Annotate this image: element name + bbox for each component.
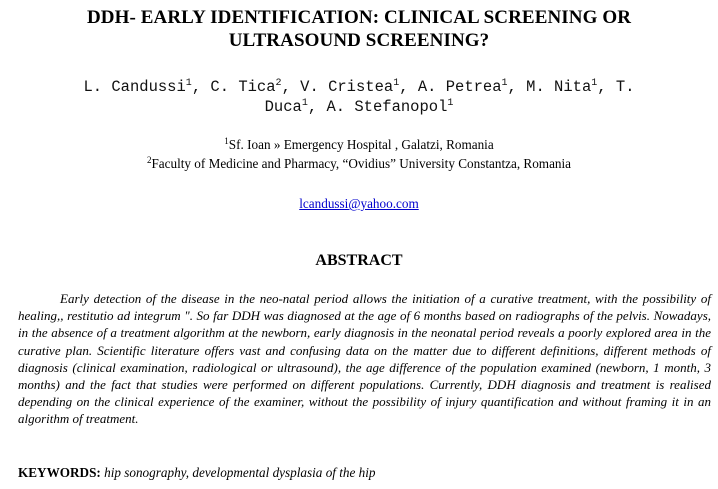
paper-title-line-2: ULTRASOUND SCREENING? [228,30,490,51]
author-name: L. Candussi [83,78,186,96]
affiliation-text: Sf. Ioan » Emergency Hospital , Galatzi, Romania [228,137,494,152]
affiliation-1 [0,136,718,154]
affiliation-2 [0,155,718,173]
abstract-heading: ABSTRACT [315,252,403,269]
author-affiliation-marker: 1 [393,78,400,89]
author-name: C. Tica [210,78,276,96]
author-affiliation-marker: 1 [185,78,192,89]
affiliation-marker: 2 [146,155,152,165]
affiliation-text: Faculty of Medicine and Pharmacy, “Ovidius” University Constantza, Romania [151,156,572,171]
author-affiliation-marker: 1 [591,78,598,89]
paper-title-line-1: DDH- EARLY IDENTIFICATION: CLINICAL SCREENING OR [86,7,632,28]
author-separator: , [507,78,527,96]
author-separator: , T. [597,78,635,96]
author-name: A. Stefanopol [326,98,448,116]
author-affiliation-marker: 1 [447,98,454,109]
author-separator: , [191,78,211,96]
author-affiliation-marker: 1 [501,78,508,89]
keywords-line [18,464,711,482]
author-affiliation-marker: 1 [301,98,308,109]
keywords-text: hip sonography, developmental dysplasia of the hip [100,465,376,480]
author-affiliation-marker: 2 [275,78,282,89]
author-list-line-1 [0,76,718,98]
author-list-line-2 [0,96,718,118]
author-separator: , [281,78,301,96]
contact-email-link[interactable]: lcandussi@yahoo.com [299,196,419,211]
contact-email-line [0,195,718,213]
author-name: V. Cristea [300,78,394,96]
author-name: M. Nita [526,78,592,96]
author-separator: , [399,78,418,96]
keywords-label: KEYWORDS: [18,465,101,480]
author-name: Duca [264,98,302,116]
abstract-text: Early detection of the disease in the neo-natal period allows the initiation of a curative treatment, with the possibility of healing,, restitutio ad integrum ". So far DDH was diagnosed at the age of 6 months based on radiographs of the pelvis. Nowadays, in the absence of a treatment algorithm at the newborn, early diagnosis in the neonatal period reveals a poorly explored area in the curative plan. Scientific literature offers vast and confusing data on the matter due to different definitions, different methods of diagnosis (clinical examination, radiological or ultrasound), the age difference of the population examined (newborn, 1 month, 3 months) and the fact that studies were performed on different populations. Currently, DDH diagnosis and treatment is realised depending on the clinical experience of the examiner, without the possibility of injury quantification and without framing it in an algorithm of treatment. [18,291,711,427]
author-separator: , [307,98,327,116]
author-name: A. Petrea [417,78,502,96]
affiliation-marker: 1 [224,136,229,146]
